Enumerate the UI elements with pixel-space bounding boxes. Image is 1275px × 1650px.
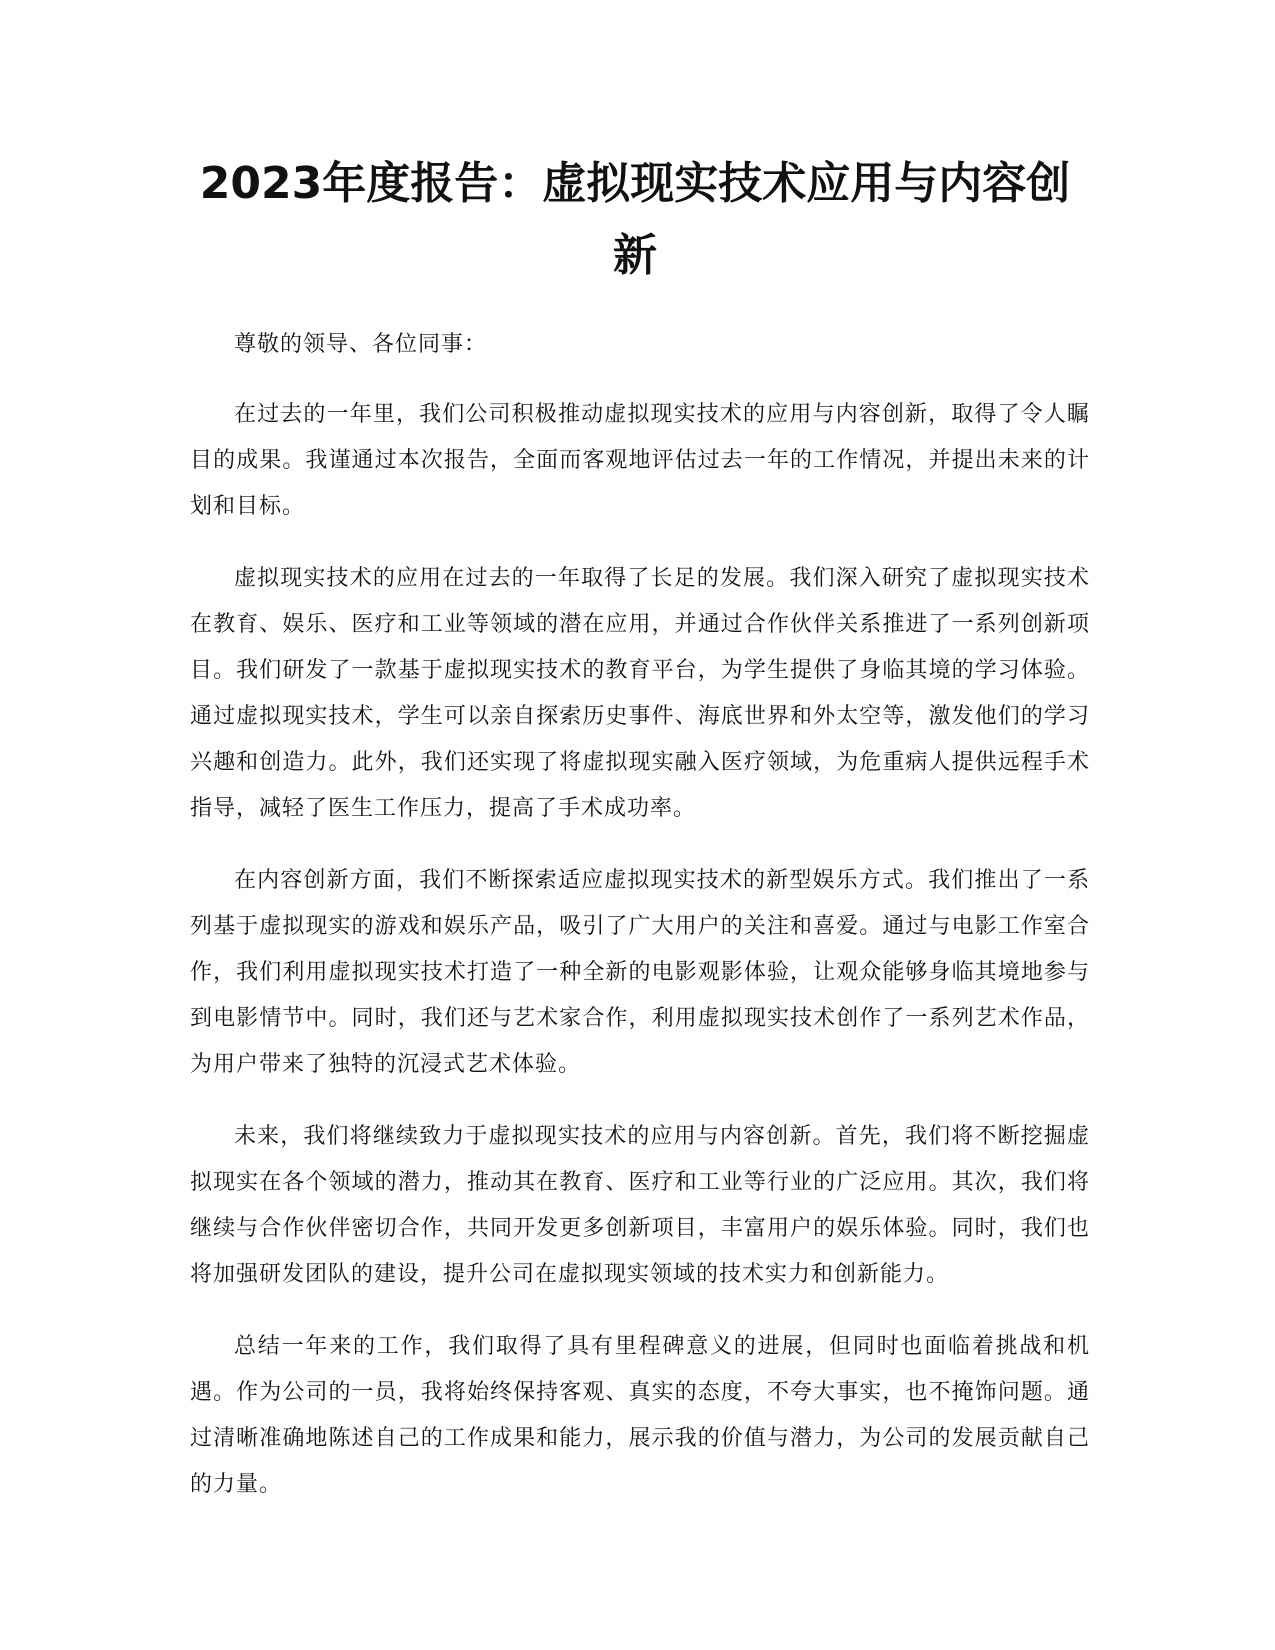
paragraph-content-innovation: 在内容创新方面，我们不断探索适应虚拟现实技术的新型娱乐方式。我们推出了一系列基于虚拟现实的游戏和娱乐产品，吸引了广大用户的关注和喜爱。通过与电影工作室合作，我们利用虚拟现实技术打造了一种全新的电影观影体验，让观众能够身临其境地参与到电影情节中。同时，我们还与艺术家合作，利用虚拟现实技术创作了一系列艺术作品，为用户带来了独特的沉浸式艺术体验。	[190, 868, 1090, 1077]
greeting: 尊敬的领导、各位同事：	[234, 332, 488, 357]
document-title: 2023年度报告：虚拟现实技术应用与内容创新	[199, 158, 1071, 281]
document-body	[190, 322, 1090, 1534]
paragraph-applications: 虚拟现实技术的应用在过去的一年取得了长足的发展。我们深入研究了虚拟现实技术在教育、娱乐、医疗和工业等领域的潜在应用，并通过合作伙伴关系推进了一系列创新项目。我们研发了一款基于虚拟现实技术的教育平台，为学生提供了身临其境的学习体验。通过虚拟现实技术，学生可以亲自探索历史事件、海底世界和外太空等，激发他们的学习兴趣和创造力。此外，我们还实现了将虚拟现实融入医疗领域，为危重病人提供远程手术指导，减轻了医生工作压力，提高了手术成功率。	[190, 566, 1090, 821]
paragraph-intro: 在过去的一年里，我们公司积极推动虚拟现实技术的应用与内容创新，取得了令人瞩目的成果。我谨通过本次报告，全面而客观地评估过去一年的工作情况，并提出未来的计划和目标。	[190, 402, 1090, 519]
paragraph-summary: 总结一年来的工作，我们取得了具有里程碑意义的进展，但同时也面临着挑战和机遇。作为公司的一员，我将始终保持客观、真实的态度，不夸大事实，也不掩饰问题。通过清晰准确地陈述自己的工作成果和能力，展示我的价值与潜力，为公司的发展贡献自己的力量。	[190, 1334, 1090, 1497]
paragraph-future-plans: 未来，我们将继续致力于虚拟现实技术的应用与内容创新。首先，我们将不断挖掘虚拟现实在各个领域的潜力，推动其在教育、医疗和工业等行业的广泛应用。其次，我们将继续与合作伙伴密切合作，共同开发更多创新项目，丰富用户的娱乐体验。同时，我们也将加强研发团队的建设，提升公司在虚拟现实领域的技术实力和创新能力。	[190, 1124, 1090, 1287]
